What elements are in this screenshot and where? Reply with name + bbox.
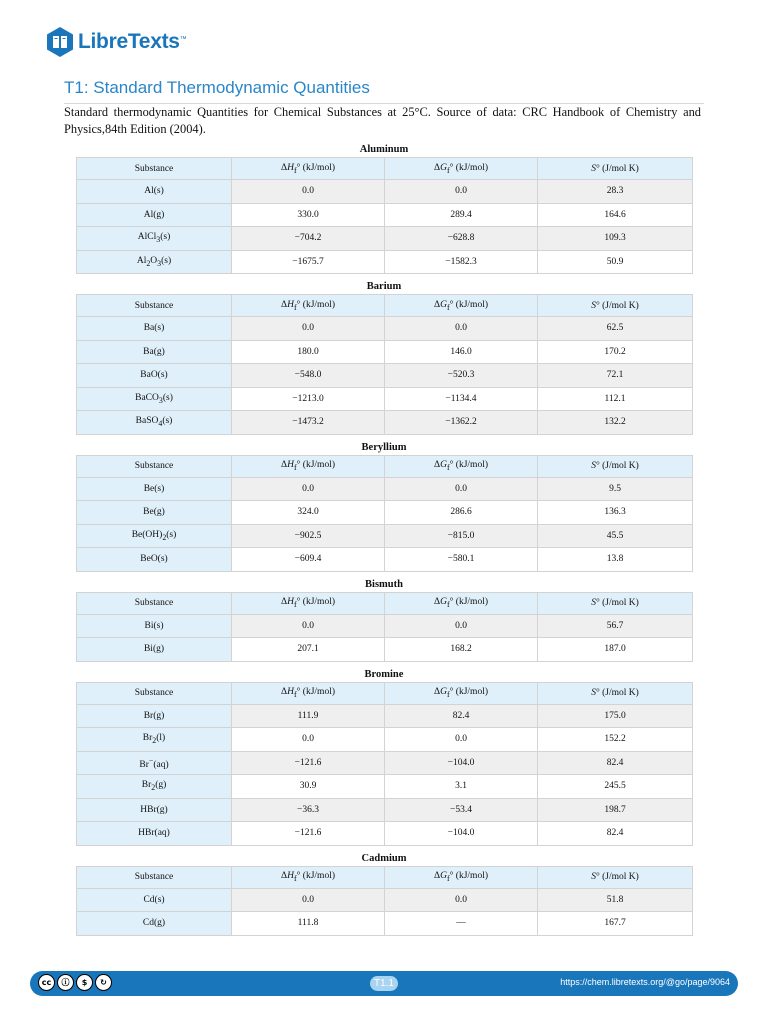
value-cell: 0.0 bbox=[385, 180, 538, 204]
value-cell: — bbox=[385, 912, 538, 936]
sa-icon: ↻ bbox=[95, 974, 112, 991]
column-header: $\Delta H_f^\circ$ (kJ/mol) bbox=[232, 295, 385, 317]
value-cell: −548.0 bbox=[232, 364, 385, 388]
value-cell: 30.9 bbox=[232, 775, 385, 799]
value-cell: 3.1 bbox=[385, 775, 538, 799]
thermo-table bbox=[76, 294, 693, 435]
value-cell: 28.3 bbox=[538, 180, 693, 204]
substance-cell: $Br_2(g)$ bbox=[77, 775, 232, 799]
substance-cell: Ba(g) bbox=[77, 340, 232, 364]
substance-cell: BaO(s) bbox=[77, 364, 232, 388]
value-cell: 51.8 bbox=[538, 888, 693, 912]
table-header-row bbox=[77, 295, 693, 317]
thermo-table bbox=[76, 455, 693, 572]
value-cell: 136.3 bbox=[538, 501, 693, 525]
table-row bbox=[77, 822, 693, 846]
value-cell: 132.2 bbox=[538, 411, 693, 435]
value-cell: 0.0 bbox=[232, 888, 385, 912]
table-row bbox=[77, 227, 693, 251]
table-row bbox=[77, 501, 693, 525]
table-row bbox=[77, 638, 693, 662]
table-caption: Bromine bbox=[364, 668, 404, 680]
table-header-row bbox=[77, 455, 693, 477]
substance-cell: BeO(s) bbox=[77, 548, 232, 572]
substance-cell: Bi(g) bbox=[77, 638, 232, 662]
nc-icon: $ bbox=[76, 974, 93, 991]
value-cell: 72.1 bbox=[538, 364, 693, 388]
table-header-row bbox=[77, 866, 693, 888]
column-header: $\Delta H_f^\circ$ (kJ/mol) bbox=[232, 866, 385, 888]
value-cell: 180.0 bbox=[232, 340, 385, 364]
substance-cell: Br−(aq) bbox=[77, 751, 232, 775]
substance-cell: Ba(s) bbox=[77, 317, 232, 341]
value-cell: 245.5 bbox=[538, 775, 693, 799]
value-cell: 168.2 bbox=[385, 638, 538, 662]
brand-name: LibreTexts bbox=[78, 30, 180, 53]
table-row bbox=[77, 775, 693, 799]
table-row bbox=[77, 888, 693, 912]
thermo-table bbox=[76, 592, 693, 662]
table-row bbox=[77, 180, 693, 204]
page-title: T1: Standard Thermodynamic Quantities bbox=[64, 78, 704, 104]
column-header: $\Delta G_f^\circ$ (kJ/mol) bbox=[385, 592, 538, 614]
table-caption: Bismuth bbox=[365, 578, 403, 590]
table-header-row bbox=[77, 158, 693, 180]
table-row bbox=[77, 477, 693, 501]
value-cell: 56.7 bbox=[538, 614, 693, 638]
substance-cell: $Be(OH)_2(s)$ bbox=[77, 524, 232, 548]
value-cell: −53.4 bbox=[385, 798, 538, 822]
substance-cell: $Br_2(l)$ bbox=[77, 728, 232, 752]
thermo-table bbox=[76, 866, 693, 936]
substance-cell: BaCO$_3$(s) bbox=[77, 387, 232, 411]
table-row bbox=[77, 524, 693, 548]
value-cell: −1675.7 bbox=[232, 250, 385, 274]
value-cell: 13.8 bbox=[538, 548, 693, 572]
value-cell: 82.4 bbox=[385, 704, 538, 728]
column-header: S° (J/mol K) bbox=[538, 866, 693, 888]
column-header: Substance bbox=[77, 158, 232, 180]
brand-trademark: ™ bbox=[179, 35, 187, 43]
table-header-row bbox=[77, 682, 693, 704]
column-header: Substance bbox=[77, 866, 232, 888]
substance-cell: Al(s) bbox=[77, 180, 232, 204]
value-cell: 170.2 bbox=[538, 340, 693, 364]
table-row bbox=[77, 751, 693, 775]
value-cell: 0.0 bbox=[232, 728, 385, 752]
libretexts-logo-icon bbox=[46, 26, 74, 58]
value-cell: 112.1 bbox=[538, 387, 693, 411]
column-header: Substance bbox=[77, 682, 232, 704]
license-badge[interactable] bbox=[38, 974, 112, 991]
table-caption: Beryllium bbox=[361, 441, 407, 453]
value-cell: 0.0 bbox=[232, 614, 385, 638]
value-cell: 45.5 bbox=[538, 524, 693, 548]
value-cell: −1582.3 bbox=[385, 250, 538, 274]
value-cell: −121.6 bbox=[232, 751, 385, 775]
table-row bbox=[77, 364, 693, 388]
substance-cell: Br(g) bbox=[77, 704, 232, 728]
substance-cell: Cd(s) bbox=[77, 888, 232, 912]
substance-cell: Be(s) bbox=[77, 477, 232, 501]
value-cell: 109.3 bbox=[538, 227, 693, 251]
page-footer bbox=[30, 971, 738, 996]
substance-cell: Al(g) bbox=[77, 203, 232, 227]
value-cell: 146.0 bbox=[385, 340, 538, 364]
column-header: Substance bbox=[77, 592, 232, 614]
column-header: $\Delta G_f^\circ$ (kJ/mol) bbox=[385, 455, 538, 477]
value-cell: 286.6 bbox=[385, 501, 538, 525]
column-header: Substance bbox=[77, 455, 232, 477]
column-header: S° (J/mol K) bbox=[538, 455, 693, 477]
value-cell: 0.0 bbox=[385, 477, 538, 501]
table-row bbox=[77, 317, 693, 341]
table-row bbox=[77, 912, 693, 936]
substance-cell: Be(g) bbox=[77, 501, 232, 525]
value-cell: −815.0 bbox=[385, 524, 538, 548]
thermo-table bbox=[76, 682, 693, 846]
page-url-link[interactable]: https://chem.libretexts.org/@go/page/9064 bbox=[560, 977, 730, 987]
tables-container bbox=[76, 143, 692, 936]
column-header: Substance bbox=[77, 295, 232, 317]
column-header: $\Delta G_f^\circ$ (kJ/mol) bbox=[385, 866, 538, 888]
table-row bbox=[77, 203, 693, 227]
column-header: S° (J/mol K) bbox=[538, 592, 693, 614]
table-caption: Barium bbox=[366, 281, 402, 292]
libretexts-logo[interactable] bbox=[46, 26, 187, 58]
cc-icon: cc bbox=[38, 974, 55, 991]
substance-cell: HBr(aq) bbox=[77, 822, 232, 846]
value-cell: 0.0 bbox=[232, 317, 385, 341]
substance-cell: Bi(s) bbox=[77, 614, 232, 638]
value-cell: −580.1 bbox=[385, 548, 538, 572]
value-cell: 9.5 bbox=[538, 477, 693, 501]
value-cell: 111.9 bbox=[232, 704, 385, 728]
value-cell: −36.3 bbox=[232, 798, 385, 822]
substance-cell: Cd(g) bbox=[77, 912, 232, 936]
value-cell: −628.8 bbox=[385, 227, 538, 251]
value-cell: 0.0 bbox=[385, 728, 538, 752]
table-row bbox=[77, 250, 693, 274]
value-cell: 187.0 bbox=[538, 638, 693, 662]
page-number-badge: T1.1 bbox=[370, 976, 398, 991]
table-row bbox=[77, 340, 693, 364]
value-cell: −1134.4 bbox=[385, 387, 538, 411]
substance-cell: AlCl$_3$(s) bbox=[77, 227, 232, 251]
value-cell: −609.4 bbox=[232, 548, 385, 572]
value-cell: −1362.2 bbox=[385, 411, 538, 435]
column-header: $\Delta H_f^\circ$ (kJ/mol) bbox=[232, 158, 385, 180]
value-cell: −1473.2 bbox=[232, 411, 385, 435]
substance-cell: HBr(g) bbox=[77, 798, 232, 822]
table-row bbox=[77, 798, 693, 822]
value-cell: 111.8 bbox=[232, 912, 385, 936]
table-caption: Aluminum bbox=[359, 144, 409, 155]
table-row bbox=[77, 614, 693, 638]
by-icon: ⓘ bbox=[57, 974, 74, 991]
value-cell: 50.9 bbox=[538, 250, 693, 274]
column-header: $\Delta H_f^\circ$ (kJ/mol) bbox=[232, 682, 385, 704]
value-cell: 207.1 bbox=[232, 638, 385, 662]
value-cell: 0.0 bbox=[385, 317, 538, 341]
thermo-table bbox=[76, 157, 693, 274]
value-cell: 198.7 bbox=[538, 798, 693, 822]
table-row bbox=[77, 548, 693, 572]
column-header: $\Delta H_f^\circ$ (kJ/mol) bbox=[232, 455, 385, 477]
value-cell: 330.0 bbox=[232, 203, 385, 227]
table-row bbox=[77, 704, 693, 728]
value-cell: 289.4 bbox=[385, 203, 538, 227]
column-header: $\Delta G_f^\circ$ (kJ/mol) bbox=[385, 295, 538, 317]
substance-cell: $Al_2O_3(s)$ bbox=[77, 250, 232, 274]
value-cell: 167.7 bbox=[538, 912, 693, 936]
value-cell: −104.0 bbox=[385, 822, 538, 846]
value-cell: −902.5 bbox=[232, 524, 385, 548]
table-caption: Cadmium bbox=[361, 852, 407, 864]
value-cell: −520.3 bbox=[385, 364, 538, 388]
value-cell: 175.0 bbox=[538, 704, 693, 728]
table-row bbox=[77, 728, 693, 752]
value-cell: 164.6 bbox=[538, 203, 693, 227]
column-header: S° (J/mol K) bbox=[538, 158, 693, 180]
substance-cell: BaSO$_4$(s) bbox=[77, 411, 232, 435]
column-header: $\Delta G_f^\circ$ (kJ/mol) bbox=[385, 682, 538, 704]
column-header: $\Delta H_f^\circ$ (kJ/mol) bbox=[232, 592, 385, 614]
value-cell: 0.0 bbox=[385, 888, 538, 912]
column-header: $\Delta G_f^\circ$ (kJ/mol) bbox=[385, 158, 538, 180]
value-cell: 82.4 bbox=[538, 822, 693, 846]
value-cell: −104.0 bbox=[385, 751, 538, 775]
value-cell: 62.5 bbox=[538, 317, 693, 341]
table-row bbox=[77, 387, 693, 411]
value-cell: 0.0 bbox=[232, 477, 385, 501]
value-cell: −121.6 bbox=[232, 822, 385, 846]
value-cell: 0.0 bbox=[385, 614, 538, 638]
value-cell: 152.2 bbox=[538, 728, 693, 752]
value-cell: 324.0 bbox=[232, 501, 385, 525]
value-cell: −1213.0 bbox=[232, 387, 385, 411]
value-cell: 0.0 bbox=[232, 180, 385, 204]
column-header: S° (J/mol K) bbox=[538, 295, 693, 317]
table-header-row bbox=[77, 592, 693, 614]
table-row bbox=[77, 411, 693, 435]
value-cell: 82.4 bbox=[538, 751, 693, 775]
value-cell: −704.2 bbox=[232, 227, 385, 251]
intro-paragraph: Standard thermodynamic Quantities for Chemical Substances at 25°C. Source of data: CRC Handbook of Chemistry and Physics,84th Edition (2004). bbox=[64, 105, 701, 136]
column-header: S° (J/mol K) bbox=[538, 682, 693, 704]
